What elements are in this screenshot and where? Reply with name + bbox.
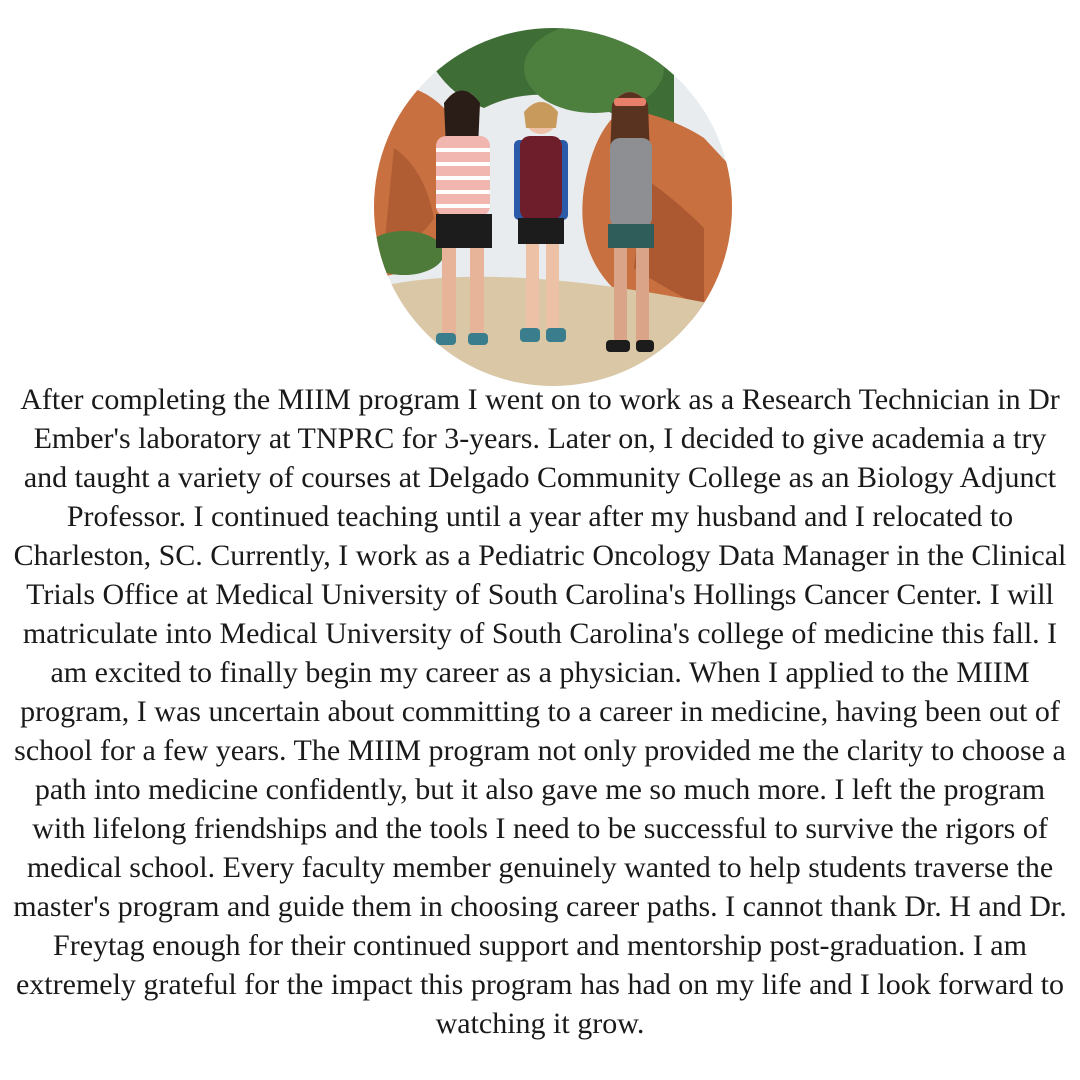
testimonial-text: After completing the MIIM program I went on to work as a Research Technician in Dr Ember's laboratory at TNPRC for 3-years. Later on, I decided to give academia a try and taught a variety of courses at Delgado Community College as an Biology Adjunct Professor. I continued teaching until a year after my husband and I relocated to Charleston, SC. Currently, I work as a Pediatric Oncology Data Manager in the Clinical Trials Office at Medical University of South Carolina's Hollings Cancer Center. I will matriculate into Medical University of South Carolina's college of medicine this fall. I am excited to finally begin my career as a physician. When I applied to the MIIM program, I was uncertain about committing to a career in medicine, having been out of school for a few years. The MIIM program not only provided me the clarity to choose a path into medicine confidently, but it also gave me so much more. I left the program with lifelong friendships and the tools I need to be successful to survive the rigors of medical school. Every faculty member genuinely wanted to help students traverse the master's program and guide them in choosing career paths. I cannot thank Dr. H and Dr. Freytag enough for their continued support and mentorship post-graduation. I am extremely grateful for the impact this program has had on my life and I look forward to watching it grow.: [13, 383, 1067, 1040]
profile-photo: [374, 28, 732, 386]
hiking-photo-illustration: [374, 28, 732, 386]
